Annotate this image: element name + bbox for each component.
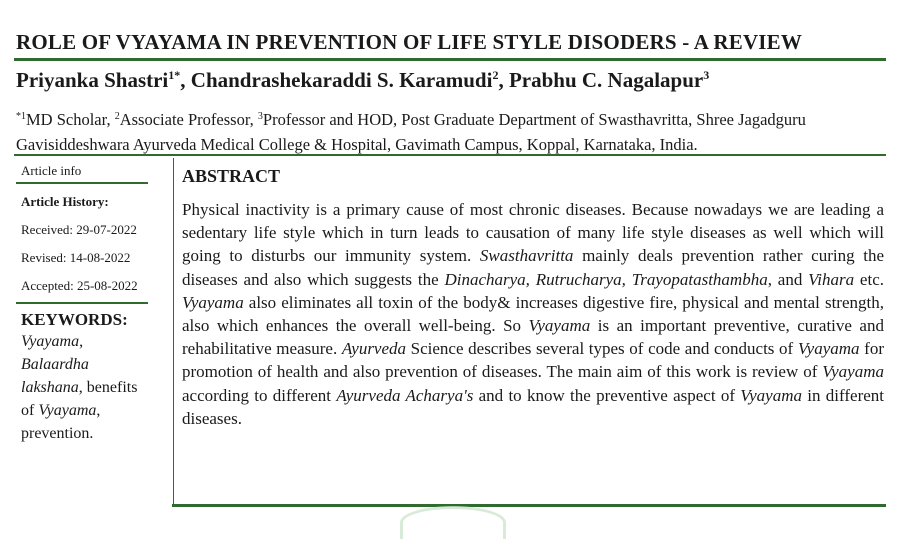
author-name: Prabhu C. Nagalapur <box>508 68 704 92</box>
keyword: Balaardha lakshana <box>21 356 89 396</box>
affiliation-sup: *1 <box>16 111 26 122</box>
keywords-list: Vyayama, Balaardha lakshana, benefits of Vyayama, prevention. <box>21 333 138 442</box>
keyword-text: , benefits of <box>21 379 138 419</box>
header-divider <box>14 154 886 156</box>
affiliation <box>16 104 886 157</box>
accepted-date: Accepted: 25-08-2022 <box>21 278 138 293</box>
affiliation-text: Professor and HOD, Post Graduate Department of Swasthavritta, Shree Jagadguru Gavisiddeshwara Ayurveda Medical College & Hospital, Gavimath Campus, Koppal, Karnataka, India. <box>16 110 806 154</box>
title-divider <box>14 58 886 61</box>
article-history-label: Article History: <box>21 194 109 209</box>
author-separator: , <box>498 68 509 92</box>
column-divider <box>173 158 174 504</box>
affiliation-text: MD Scholar, <box>26 110 115 129</box>
affiliation-sup: 2 <box>114 111 120 122</box>
author-superscript: 1* <box>168 68 181 82</box>
author-name: Chandrashekaraddi S. Karamudi <box>190 68 493 92</box>
abstract-bottom-rule <box>172 504 886 507</box>
article-info-sidebar <box>16 160 154 445</box>
revised-date: Revised: 14-08-2022 <box>21 250 131 265</box>
received-date: Received: 29-07-2022 <box>21 222 137 237</box>
abstract-text: Physical inactivity is a primary cause of most chronic diseases. Because nowadays we are leading a sedentary life style which in turn leads to causation of many life style diseases as well which will going to disturbs our immunity system. Swasthavritta mainly deals prevention rather curing the diseases and also which suggests the Dinacharya, Rutrucharya, Trayopatasthambha, and Vihara etc. Vyayama also eliminates all toxin of the body& increases digestive fire, physical and mental strength, also which enhances the overall well-being. So Vyayama is an important preventive, curative and rehabilitative measure. Ayurveda Science describes several types of code and conducts of Vyayama for promotion of health and also prevention of diseases. The main aim of this work is review of Vyayama according to different Ayurveda Acharya's and to know the preventive aspect of Vyayama in different diseases. <box>182 200 885 428</box>
sidebar-divider <box>16 302 148 304</box>
affiliation-text: Associate Professor, <box>119 110 258 129</box>
author-list <box>16 68 709 93</box>
sidebar-divider <box>16 182 148 184</box>
keyword-text: , prevention. <box>21 402 101 442</box>
author-superscript: 2 <box>492 68 499 82</box>
author-separator: , <box>180 68 191 92</box>
keyword: Vyayama <box>38 402 97 419</box>
article-title: ROLE OF VYAYAMA IN PREVENTION OF LIFE STYLE DISODERS - A REVIEW <box>16 30 803 54</box>
keywords-label: KEYWORDS: <box>21 310 128 329</box>
abstract-heading: ABSTRACT <box>182 166 281 186</box>
author-name: Priyanka Shastri <box>16 68 169 92</box>
keyword: Vyayama <box>21 333 80 350</box>
author-superscript: 3 <box>703 68 710 82</box>
journal-seal-watermark <box>400 506 506 539</box>
affiliation-sup: 3 <box>257 111 263 122</box>
article-info-label: Article info <box>21 163 82 178</box>
